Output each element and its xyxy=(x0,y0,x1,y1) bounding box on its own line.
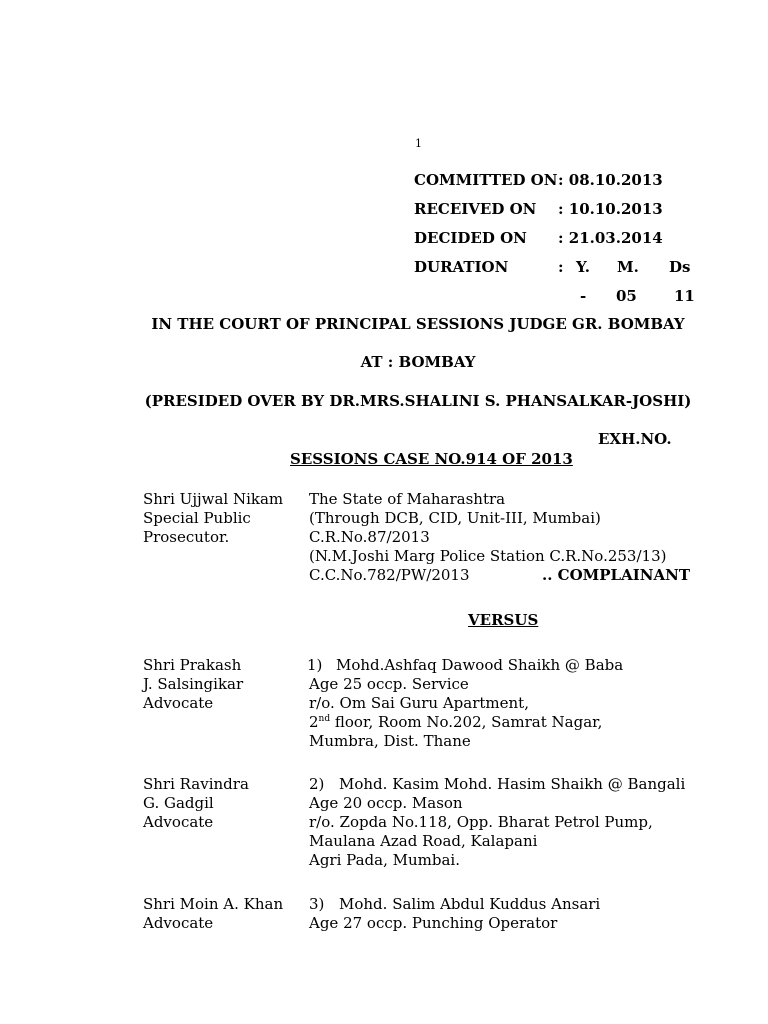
committed-on-label: COMMITTED ON xyxy=(414,171,558,189)
duration-colon: : xyxy=(558,258,564,276)
accused-counsel-line: Advocate xyxy=(143,694,214,712)
accused-detail-line: Agri Pada, Mumbai. xyxy=(309,851,460,869)
accused-detail-line: Age 20 occp. Mason xyxy=(309,794,463,812)
accused-detail-line: Age 27 occp. Punching Operator xyxy=(309,914,558,932)
court-location: AT : BOMBAY xyxy=(360,353,476,371)
complainant-line: C.C.No.782/PW/2013 xyxy=(309,566,470,584)
versus-heading: VERSUS xyxy=(468,611,539,629)
accused-detail-line: r/o. Om Sai Guru Apartment, xyxy=(309,694,529,712)
floor-ordinal-suffix: nd xyxy=(318,714,331,724)
sessions-case-number: SESSIONS CASE NO.914 OF 2013 xyxy=(290,450,573,468)
accused-counsel-line: J. Salsingikar xyxy=(143,675,244,693)
presiding-judge: (PRESIDED OVER BY DR.MRS.SHALINI S. PHANSALKAR-JOSHI) xyxy=(144,392,692,410)
accused-counsel-line: Advocate xyxy=(143,914,214,932)
accused-name: Mohd. Kasim Mohd. Hasim Shaikh @ Bangali xyxy=(339,775,686,793)
duration-years-heading: Y. xyxy=(576,258,590,276)
complainant-line: C.R.No.87/2013 xyxy=(309,528,430,546)
accused-number: 3) xyxy=(309,895,325,913)
complainant-role: .. COMPLAINANT xyxy=(542,566,690,584)
accused-name: Mohd. Salim Abdul Kuddus Ansari xyxy=(339,895,601,913)
accused-detail-line: Age 25 occp. Service xyxy=(309,675,469,693)
court-title: IN THE COURT OF PRINCIPAL SESSIONS JUDGE GR. BOMBAY xyxy=(151,315,685,333)
exhibit-number: EXH.NO. xyxy=(598,430,672,448)
decided-on-value: : 21.03.2014 xyxy=(558,229,663,247)
received-on-label: RECEIVED ON xyxy=(414,200,537,218)
accused-counsel-line: Shri Prakash xyxy=(143,656,242,674)
complainant-line: The State of Maharashtra xyxy=(309,490,506,508)
accused-counsel-line: Shri Moin A. Khan xyxy=(143,895,284,913)
accused-name: Mohd.Ashfaq Dawood Shaikh @ Baba xyxy=(336,656,624,674)
accused-number: 2) xyxy=(309,775,325,793)
duration-days-heading: Ds xyxy=(669,258,691,276)
floor-address: floor, Room No.202, Samrat Nagar, xyxy=(330,713,603,731)
accused-detail-line: Mumbra, Dist. Thane xyxy=(309,732,471,750)
received-on-value: : 10.10.2013 xyxy=(558,200,663,218)
complainant-line: (N.M.Joshi Marg Police Station C.R.No.253/13) xyxy=(309,547,667,565)
duration-months-heading: M. xyxy=(617,258,639,276)
duration-months-value: 05 xyxy=(616,287,637,305)
duration-label: DURATION xyxy=(414,258,509,276)
duration-years-value: - xyxy=(580,287,587,305)
complainant-line: (Through DCB, CID, Unit-III, Mumbai) xyxy=(309,509,601,527)
accused-detail-line: Maulana Azad Road, Kalapani xyxy=(309,832,538,850)
accused-detail-line: r/o. Zopda No.118, Opp. Bharat Petrol Pump, xyxy=(309,813,653,831)
prosecution-counsel-line: Prosecutor. xyxy=(143,528,230,546)
accused-counsel-line: G. Gadgil xyxy=(143,794,214,812)
accused-counsel-line: Shri Ravindra xyxy=(143,775,249,793)
accused-detail-line xyxy=(309,713,602,732)
page-number: 1 xyxy=(415,137,422,150)
accused-number: 1) xyxy=(307,656,323,674)
committed-on-value: : 08.10.2013 xyxy=(558,171,663,189)
accused-counsel-line: Advocate xyxy=(143,813,214,831)
prosecution-counsel-line: Special Public xyxy=(143,509,251,527)
duration-days-value: 11 xyxy=(674,287,695,305)
floor-ordinal: 2 xyxy=(309,713,319,731)
prosecution-counsel-line: Shri Ujjwal Nikam xyxy=(143,490,284,508)
decided-on-label: DECIDED ON xyxy=(414,229,527,247)
